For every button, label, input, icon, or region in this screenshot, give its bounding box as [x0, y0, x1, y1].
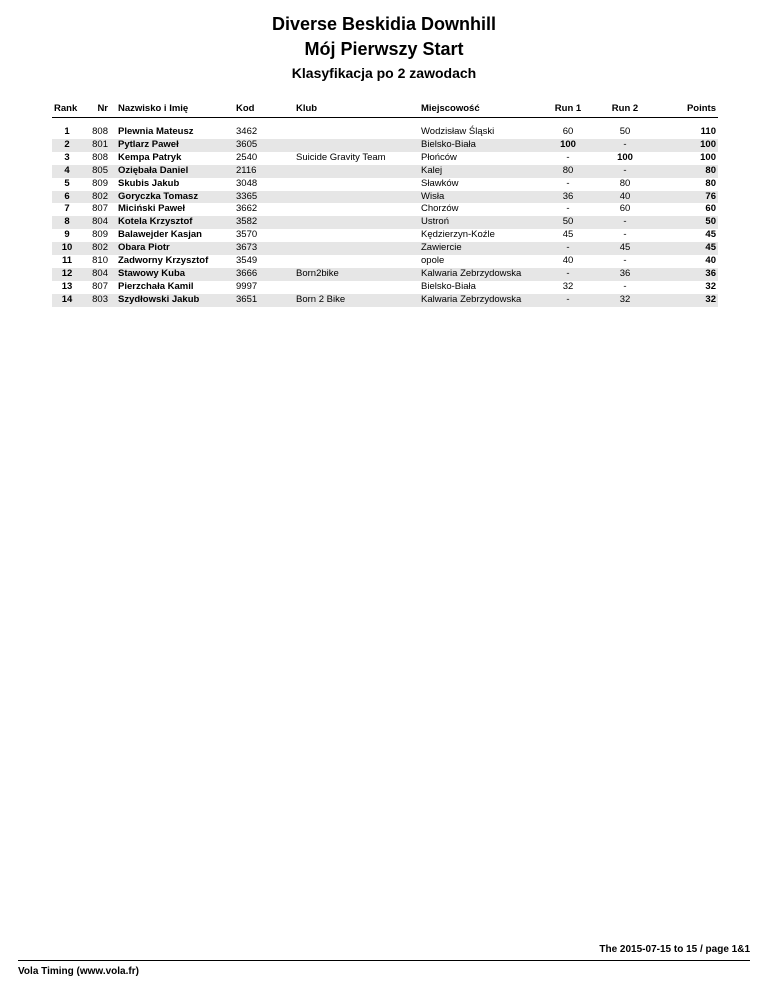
cell-points: 45 — [705, 229, 716, 241]
col-run1: Run 1 — [541, 99, 595, 118]
cell-name: Pierzchała Kamil — [118, 280, 194, 292]
cell-name: Stawowy Kuba — [110, 268, 234, 281]
cell-kod: 3365 — [234, 191, 294, 204]
cell-nr: 804 — [82, 216, 110, 229]
cell-city: Sławków — [421, 177, 459, 189]
cell-points: 80 — [705, 177, 716, 189]
cell-rank: 3 — [64, 151, 70, 163]
cell-city: Kędzierzyn-Koźle — [421, 229, 495, 241]
cell-nr: 807 — [92, 203, 108, 215]
results-table — [52, 99, 718, 307]
cell-nr: 801 — [82, 139, 110, 152]
cell-points: 36 — [655, 268, 718, 281]
cell-klub — [294, 126, 419, 139]
cell-klub — [294, 242, 419, 255]
cell-kod: 3662 — [236, 203, 258, 215]
cell-city: Kalwaria Zebrzydowska — [419, 268, 541, 281]
cell-run2: - — [595, 216, 655, 229]
header-row — [52, 99, 718, 118]
table-row — [52, 203, 718, 216]
cell-run2: - — [595, 165, 655, 178]
cell-kod: 3582 — [234, 216, 294, 229]
cell-rank: 5 — [64, 177, 70, 189]
cell-points: 76 — [655, 191, 718, 204]
cell-nr: 809 — [92, 177, 108, 189]
timing-credit: Vola Timing (www.vola.fr) — [18, 966, 139, 977]
cell-city: Ustroń — [419, 216, 541, 229]
cell-klub — [294, 191, 419, 204]
cell-run1: 40 — [562, 255, 574, 267]
table-row — [52, 255, 718, 268]
cell-klub — [294, 178, 419, 191]
cell-nr: 808 — [92, 151, 108, 163]
cell-klub — [294, 203, 419, 216]
cell-city: Bielsko-Biała — [419, 139, 541, 152]
classification-subtitle: Klasyfikacja po 2 zawodach — [291, 65, 477, 81]
cell-run1: 50 — [541, 216, 595, 229]
cell-points: 110 — [700, 126, 716, 137]
col-points: Points — [655, 99, 718, 118]
cell-city: Kalwaria Zebrzydowska — [419, 294, 541, 307]
page-info: The 2015-07-15 to 15 / page 1&1 — [599, 944, 750, 955]
cell-rank: 1 — [64, 126, 70, 137]
cell-kod: 2116 — [234, 165, 294, 178]
cell-city: Wisła — [419, 191, 541, 204]
cell-name: Miciński Paweł — [118, 203, 186, 215]
cell-run2: - — [623, 255, 627, 267]
cell-kod: 3048 — [236, 177, 258, 189]
cell-kod: 3666 — [234, 268, 294, 281]
cell-nr: 810 — [92, 255, 108, 267]
cell-run2: - — [623, 280, 627, 292]
cell-points: 60 — [705, 203, 716, 215]
cell-run1: 45 — [562, 229, 574, 241]
cell-city: Kalej — [419, 165, 541, 178]
cell-run2: 36 — [595, 268, 655, 281]
cell-kod: 2540 — [236, 151, 258, 163]
cell-nr: 803 — [82, 294, 110, 307]
cell-run2: 60 — [619, 203, 631, 215]
cell-kod: 3549 — [236, 255, 258, 267]
table-row — [52, 294, 718, 307]
cell-city: Zawiercie — [419, 242, 541, 255]
cell-run1: - — [566, 203, 570, 215]
cell-run1: 80 — [541, 165, 595, 178]
cell-kod: 3673 — [234, 242, 294, 255]
cell-run1: 32 — [562, 280, 574, 292]
table-row — [52, 178, 718, 191]
cell-name: Oziębała Daniel — [110, 165, 234, 178]
cell-run1: 100 — [541, 139, 595, 152]
table-row — [52, 126, 718, 139]
col-nr: Nr — [82, 99, 110, 118]
cell-run2: 32 — [595, 294, 655, 307]
cell-rank: 2 — [52, 139, 82, 152]
cell-kod: 9997 — [236, 280, 258, 292]
cell-klub — [294, 229, 419, 242]
cell-klub — [294, 165, 419, 178]
table-row — [52, 242, 718, 255]
cell-city: Wodzisław Śląski — [421, 126, 495, 137]
cell-name: Obara Piotr — [110, 242, 234, 255]
col-rank: Rank — [52, 99, 82, 118]
table-row — [52, 139, 718, 152]
cell-name: Plewnia Mateusz — [118, 126, 194, 137]
cell-run1: 36 — [541, 191, 595, 204]
cell-run2: 45 — [595, 242, 655, 255]
cell-run1: 60 — [562, 126, 574, 137]
cell-rank: 10 — [52, 242, 82, 255]
cell-points: 45 — [655, 242, 718, 255]
cell-kod: 3605 — [234, 139, 294, 152]
table-row — [52, 229, 718, 242]
cell-nr: 805 — [82, 165, 110, 178]
cell-run2: 50 — [619, 126, 631, 137]
cell-city: Płońców — [421, 151, 457, 163]
cell-rank: 4 — [52, 165, 82, 178]
table-row — [52, 216, 718, 229]
cell-city: opole — [421, 255, 445, 267]
cell-name: Pytlarz Paweł — [110, 139, 234, 152]
cell-points: 50 — [655, 216, 718, 229]
cell-klub — [294, 281, 419, 294]
cell-klub: Suicide Gravity Team — [296, 151, 386, 163]
event-title: Diverse Beskidia Downhill — [271, 14, 497, 34]
cell-nr: 802 — [82, 242, 110, 255]
cell-kod: 3462 — [236, 126, 258, 137]
table-row — [52, 165, 718, 178]
col-kod: Kod — [234, 99, 294, 118]
cell-points: 100 — [700, 151, 716, 163]
col-city: Miejscowość — [419, 99, 541, 118]
cell-name: Kempa Patryk — [118, 151, 182, 163]
cell-nr: 804 — [82, 268, 110, 281]
cell-nr: 802 — [82, 191, 110, 204]
table-row — [52, 268, 718, 281]
cell-rank: 11 — [61, 255, 73, 267]
cell-points: 32 — [655, 294, 718, 307]
cell-run2: 100 — [617, 151, 633, 163]
cell-kod: 3651 — [234, 294, 294, 307]
cell-klub — [294, 139, 419, 152]
cell-rank: 7 — [64, 203, 70, 215]
footer-divider — [18, 960, 750, 961]
cell-city: Chorzów — [421, 203, 459, 215]
cell-points: 40 — [705, 255, 716, 267]
cell-klub — [294, 255, 419, 268]
cell-name: Zadworny Krzysztof — [118, 255, 209, 267]
cell-klub — [294, 216, 419, 229]
cell-rank: 9 — [64, 229, 70, 241]
cell-rank: 12 — [52, 268, 82, 281]
cell-name: Kotela Krzysztof — [110, 216, 234, 229]
cell-name: Goryczka Tomasz — [110, 191, 234, 204]
cell-rank: 13 — [61, 280, 73, 292]
cell-run2: 80 — [619, 177, 631, 189]
table-row — [52, 191, 718, 204]
cell-points: 32 — [705, 280, 716, 292]
col-run2: Run 2 — [595, 99, 655, 118]
cell-name: Szydłowski Jakub — [110, 294, 234, 307]
cell-run1: - — [541, 242, 595, 255]
cell-klub: Born2bike — [294, 268, 419, 281]
cell-name: Balawejder Kasjan — [118, 229, 202, 241]
cell-city: Bielsko-Biała — [421, 280, 476, 292]
cell-rank: 8 — [52, 216, 82, 229]
cell-points: 80 — [655, 165, 718, 178]
cell-points: 100 — [655, 139, 718, 152]
cell-run1: - — [541, 294, 595, 307]
cell-klub: Born 2 Bike — [294, 294, 419, 307]
cell-nr: 809 — [92, 229, 108, 241]
cell-rank: 6 — [52, 191, 82, 204]
table-row — [52, 281, 718, 294]
cell-run1: - — [541, 268, 595, 281]
cell-run2: 40 — [595, 191, 655, 204]
col-name: Nazwisko i Imię — [110, 99, 234, 118]
cell-run1: - — [566, 151, 570, 163]
table-row — [52, 152, 718, 165]
category-title: Mój Pierwszy Start — [304, 39, 464, 59]
cell-kod: 3570 — [236, 229, 258, 241]
cell-run2: - — [623, 229, 627, 241]
cell-nr: 807 — [92, 280, 108, 292]
cell-nr: 808 — [92, 126, 108, 137]
cell-name: Skubis Jakub — [118, 177, 180, 189]
cell-rank: 14 — [52, 294, 82, 307]
cell-run1: - — [566, 177, 570, 189]
col-klub: Klub — [294, 99, 419, 118]
cell-run2: - — [595, 139, 655, 152]
